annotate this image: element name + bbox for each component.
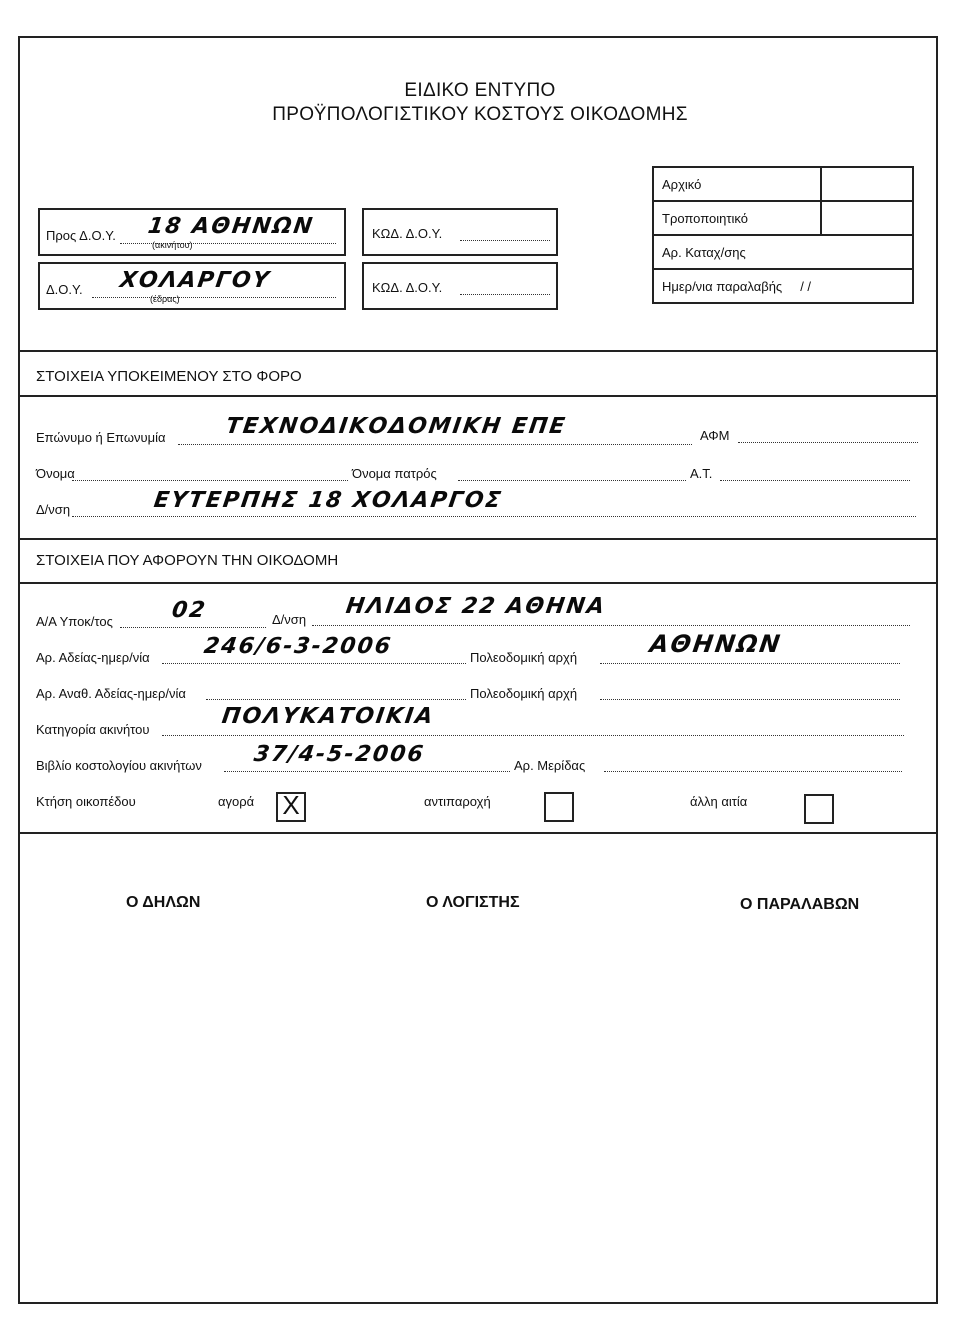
building-address-label: Δ/νση (272, 612, 307, 627)
other-cause-checkbox[interactable] (804, 794, 834, 824)
divider-2 (18, 395, 938, 397)
planning-line (600, 663, 900, 664)
surname-value: ΤΕΧΝΟΔΙΚΟΔΟΜΙΚΗ ΕΠΕ (224, 414, 569, 439)
building-address-value: ΗΛΙΔΟΣ 22 ΑΘΗΝΑ (344, 594, 608, 619)
book-value: 37/4-5-2006 (252, 742, 427, 767)
name-label: Όνομα (36, 466, 75, 481)
divider-5 (18, 832, 938, 834)
status-receipt-date-label: Ημερ/νια παραλαβής (662, 278, 783, 294)
name-line[interactable] (72, 480, 348, 481)
surname-line (178, 444, 692, 445)
kod-doy-line-2 (460, 294, 550, 295)
status-filing-no[interactable]: Αρ. Καταχ/σης (653, 235, 913, 269)
form-title-line2: ΠΡΟΫΠΟΛΟΓΙΣΤΙΚΟΥ ΚΟΣΤΟΥΣ ΟΙΚΟΔΟΜΗΣ (272, 104, 688, 125)
status-amending-checkbox[interactable] (821, 201, 913, 235)
surname-label: Επώνυμο ή Επωνυμία (36, 430, 166, 445)
purchase-checkbox[interactable] (276, 792, 306, 822)
taxpayer-section-title: ΣΤΟΙΧΕΙΑ ΥΠΟΚΕΙΜΕΝΟΥ ΣΤΟ ΦΟΡΟ (36, 368, 302, 385)
afm-line[interactable] (738, 442, 918, 443)
revision-label: Αρ. Αναθ. Αδείας-ημερ/νία (36, 686, 186, 701)
permit-line (162, 663, 466, 664)
divider-1 (18, 350, 938, 352)
receiver-signature-label: Ο ΠΑΡΑΛΑΒΩΝ (740, 896, 860, 913)
planning-label: Πολεοδομική αρχή (470, 650, 578, 665)
permit-label: Αρ. Αδείας-ημερ/νία (36, 650, 150, 665)
unit-no-value: 02 (170, 598, 209, 623)
book-label: Βιβλίο κοστολογίου ακινήτων (36, 758, 202, 773)
doy-value: ΧΟΛΑΡΓΟΥ (118, 268, 273, 293)
status-receipt-date-slashes: / / (800, 278, 812, 294)
id-label: Α.Τ. (690, 466, 713, 481)
kod-doy-label-2: ΚΩΔ. Δ.Ο.Υ. (372, 280, 443, 295)
status-amending-label: Τροποποιητικό (653, 201, 821, 235)
doy-note: (έδρας) (150, 294, 180, 304)
id-line[interactable] (720, 480, 910, 481)
planning-label-2: Πολεοδομική αρχή (470, 686, 578, 701)
taxpayer-address-line (72, 516, 916, 517)
acquisition-label: Κτήση οικοπέδου (36, 794, 136, 809)
status-receipt-date-cell[interactable] (653, 269, 913, 303)
form-title-line1: ΕΙΔΙΚΟ ΕΝΤΥΠΟ (404, 80, 556, 101)
planning-value: ΑΘΗΝΩΝ (648, 630, 784, 658)
exchange-label: αντιπαροχή (424, 794, 491, 809)
unit-no-line (120, 627, 266, 628)
divider-4 (18, 582, 938, 584)
doy-line (92, 297, 336, 298)
planning-line-2[interactable] (600, 699, 900, 700)
building-section-title: ΣΤΟΙΧΕΙΑ ΠΟΥ ΑΦΟΡΟΥΝ ΤΗΝ ΟΙΚΟΔΟΜΗ (36, 552, 339, 569)
status-initial-label: Αρχικό (653, 167, 821, 201)
status-table (652, 166, 914, 304)
afm-label: ΑΦΜ (700, 428, 730, 443)
pros-doy-note: (ακινήτου) (152, 240, 193, 250)
pros-doy-value: 18 ΑΘΗΝΩΝ (146, 214, 316, 239)
share-line[interactable] (604, 771, 902, 772)
permit-value: 246/6-3-2006 (202, 634, 394, 659)
share-label: Αρ. Μερίδας (514, 758, 586, 773)
unit-no-label: Α/Α Υποκ/τος (36, 614, 113, 629)
exchange-checkbox[interactable] (544, 792, 574, 822)
category-value: ΠΟΛΥΚΑΤΟΙΚΙΑ (220, 704, 437, 729)
purchase-check-mark: X (282, 790, 300, 820)
purchase-label: αγορά (218, 794, 255, 809)
category-label: Κατηγορία ακινήτου (36, 722, 150, 737)
category-line (162, 735, 904, 736)
other-cause-label: άλλη αιτία (690, 794, 748, 809)
kod-doy-line-1 (460, 240, 550, 241)
taxpayer-address-value: ΕΥΤΕΡΠΗΣ 18 ΧΟΛΑΡΓΟΣ (152, 488, 505, 513)
declarant-signature-label: Ο ΔΗΛΩΝ (126, 894, 201, 911)
doy-label: Δ.Ο.Υ. (46, 282, 83, 297)
kod-doy-label-1: ΚΩΔ. Δ.Ο.Υ. (372, 226, 443, 241)
status-initial-checkbox[interactable] (821, 167, 913, 201)
revision-line[interactable] (206, 699, 466, 700)
father-name-line[interactable] (458, 480, 686, 481)
accountant-signature-label: Ο ΛΟΓΙΣΤΗΣ (426, 894, 520, 911)
father-name-label: Όνομα πατρός (352, 466, 437, 481)
book-line (224, 771, 510, 772)
building-address-line (312, 625, 910, 626)
taxpayer-address-label: Δ/νση (36, 502, 71, 517)
divider-3 (18, 538, 938, 540)
pros-doy-label: Προς Δ.Ο.Υ. (46, 228, 116, 243)
